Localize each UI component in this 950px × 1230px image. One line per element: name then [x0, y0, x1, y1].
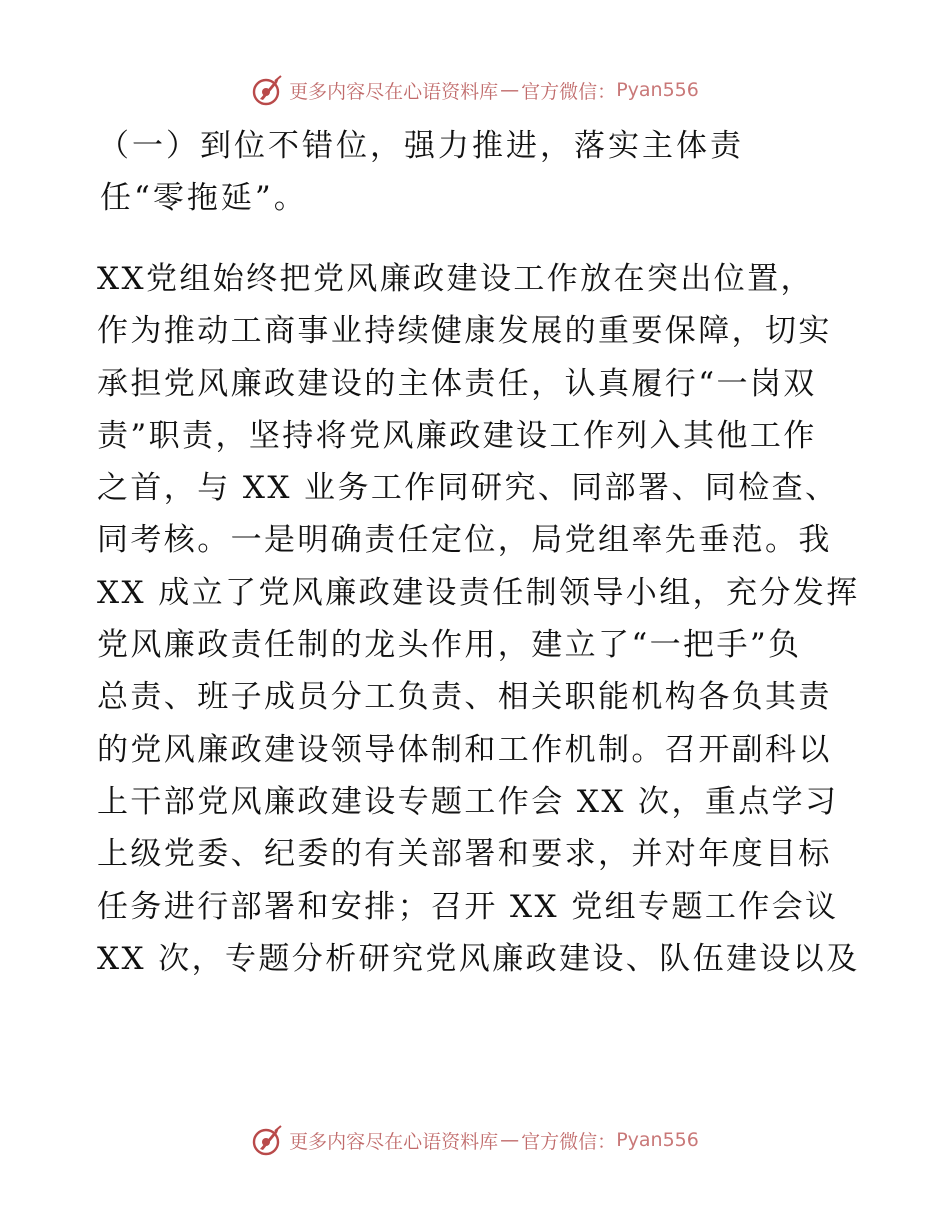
watermark-footer — [0, 1122, 950, 1158]
watermark-platform: 官方微信： — [521, 1130, 617, 1153]
watermark-dash: — — [500, 79, 520, 101]
paragraph-line: 总责、班子成员分工负责、相关职能机构各负其责 — [97, 679, 832, 716]
paragraph-line: 承担党风廉政建设的主体责任，认真履行“一岗双 — [97, 365, 817, 402]
watermark-id: Pyan556 — [616, 79, 699, 101]
paragraph-line: XX党组始终把党风廉政建设工作放在突出位置， — [97, 261, 814, 297]
paragraph-line: 的党风廉政建设领导体制和工作机制。召开副科以 — [97, 731, 832, 768]
paragraph-line: 党风廉政责任制的龙头作用，建立了“一把手”负 — [97, 627, 802, 664]
quill-logo-icon — [251, 1123, 285, 1157]
paragraph-line: 作为推动工商事业持续健康发展的重要保障，切实 — [97, 313, 832, 350]
watermark-id: Pyan556 — [616, 1129, 699, 1151]
paragraph-line: 上级党委、纪委的有关部署和要求，并对年度目标 — [97, 836, 832, 873]
section-heading — [100, 120, 880, 224]
quill-logo-icon — [251, 73, 285, 107]
paragraph-line: 同考核。一是明确责任定位，局党组率先垂范。我 — [97, 522, 832, 559]
paragraph-line: XX 成立了党风廉政建设责任制领导小组，充分发挥 — [97, 574, 860, 611]
watermark-main-text: 更多内容尽在心语资料库 — [289, 80, 499, 103]
watermark-header — [0, 72, 950, 108]
paragraph-line: 上干部党风廉政建设专题工作会 XX 次，重点学习 — [97, 783, 839, 820]
heading-line: （一）到位不错位，强力推进，落实主体责 — [98, 128, 744, 164]
watermark-platform: 官方微信： — [521, 80, 617, 103]
paragraph-line: XX 次，专题分析研究党风廉政建设、队伍建设以及 — [97, 940, 860, 977]
paragraph-line: 任务进行部署和安排；召开 XX 党组专题工作会议 — [97, 888, 839, 925]
watermark-dash: — — [500, 1129, 520, 1151]
body-paragraph — [97, 253, 877, 985]
paragraph-line: 之首，与 XX 业务工作同研究、同部署、同检查、 — [97, 470, 839, 507]
heading-line: 任“零拖延”。 — [100, 180, 308, 216]
paragraph-line: 责”职责，坚持将党风廉政建设工作列入其他工作 — [97, 417, 817, 454]
watermark-main-text: 更多内容尽在心语资料库 — [289, 1130, 499, 1153]
